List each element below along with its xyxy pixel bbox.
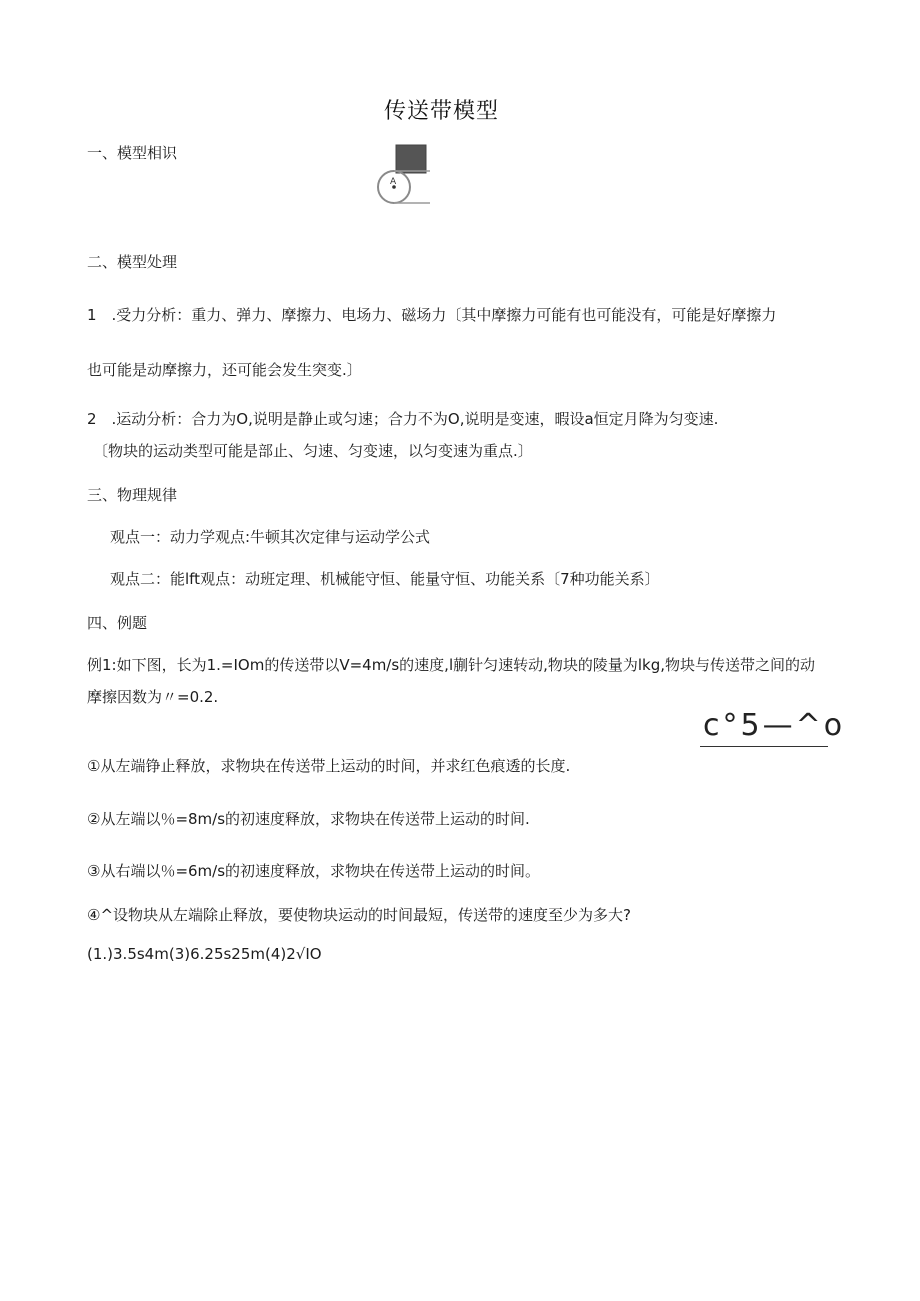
section-heading-model-recognition: 一、模型相识 [87, 144, 178, 162]
question-4: ④^设物块从左端除止释放，要使物块运动的时间最短，传送带的速度至少为多大? [87, 906, 631, 924]
viewpoint-energy: 观点二：能lft观点：动班定理、机械能守恒、能量守恒、功能关系〔7种功能关系〕 [110, 570, 660, 588]
block-label: A [390, 177, 397, 187]
force-analysis-line2: 也可能是动摩擦力，还可能会发生突变.〕 [87, 361, 362, 379]
handwritten-underline [700, 746, 828, 747]
example-intro-line1: 例1:如下图，长为1.=IOm的传送带以V=4m∕s的速度,l蒯针匀速转动,物块的陵量为lkg,物块与传送带之间的动 [87, 656, 816, 674]
answer-line: (1.)3.5s4m(3)6.25s25m(4)2√IO [87, 945, 322, 963]
force-analysis-line1: 1 .受力分析：重力、弹力、摩擦力、电场力、磁场力〔其中摩擦力可能有也可能没有，可能是好摩擦力 [87, 306, 777, 324]
motion-analysis-line1: 2 .运动分析：合力为O,说明是静止或匀速；合力不为O,说明是变速，暇设a恒定月降为匀变速. [87, 410, 719, 428]
section-heading-model-processing: 二、模型处理 [87, 253, 178, 271]
motion-analysis-line2: 〔物块的运动类型可能是部止、匀速、匀变速，以匀变速为重点.〕 [93, 442, 533, 460]
handwritten-annotation: c°5—^o [703, 708, 846, 743]
question-3: ③从右端以％=6m∕s的初速度释放，求物块在传送带上运动的时间。 [87, 862, 541, 880]
question-1: ①从左端铮止释放，求物块在传送带上运动的时间，并求红色痕透的长度. [87, 757, 571, 775]
conveyor-figure [374, 142, 434, 212]
question-2: ②从左端以％=8m∕s的初速度释放，求物块在传送带上运动的时间. [87, 810, 530, 828]
section-heading-physics-laws: 三、物理规律 [87, 486, 178, 504]
page-title: 传送带模型 [384, 99, 500, 124]
block-shape [396, 145, 426, 173]
section-heading-examples: 四、例题 [87, 614, 148, 632]
example-intro-line2: 摩擦因数为〃=0.2. [87, 688, 219, 706]
viewpoint-dynamics: 观点一：动力学观点:牛顿其次定律与运动学公式 [110, 528, 431, 546]
